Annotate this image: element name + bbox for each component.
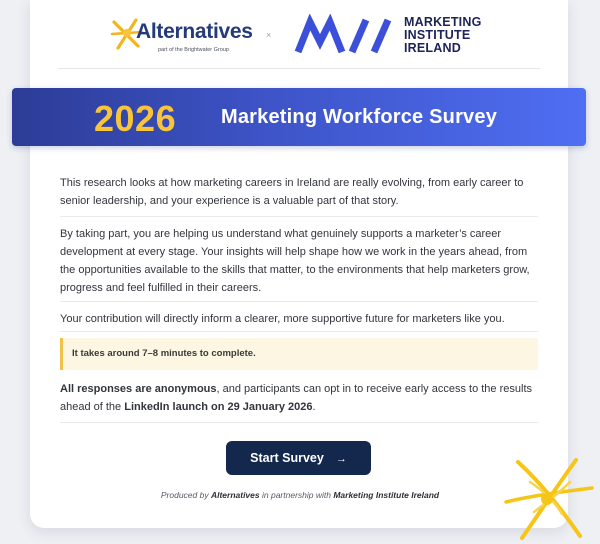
linkedin-launch: LinkedIn launch on 29 January 2026 bbox=[124, 401, 313, 413]
intro-paragraph: This research looks at how marketing careers in Ireland are really evolving, from early career to senior leadership, and your experience is a valuable part of that story. bbox=[60, 177, 524, 207]
section-divider bbox=[60, 331, 538, 332]
anonymity-paragraph bbox=[60, 380, 538, 416]
mii-wordmark: MARKETING INSTITUTE IRELAND bbox=[404, 15, 482, 55]
survey-banner bbox=[12, 88, 586, 146]
logo-header bbox=[30, 0, 568, 68]
mii-logo bbox=[294, 14, 494, 58]
footer-org-mii: Marketing Institute Ireland bbox=[333, 490, 440, 500]
contribution-paragraph: Your contribution will directly inform a clearer, more supportive future for marketers like you. bbox=[60, 313, 505, 325]
banner-year: 2026 bbox=[94, 98, 177, 139]
alternatives-wordmark: Alternatives bbox=[136, 20, 253, 43]
footer-prefix: Produced by bbox=[160, 490, 211, 500]
details-paragraph: By taking part, you are helping us understand what genuinely supports a marketer’s career development at every stage. Your insights will help shape how we work in the years ahead, from the opportunities available to the skills that matter, to the environments that help marketers grow, progress and feel fulfilled in their careers. bbox=[60, 228, 530, 294]
footer-middle: in partnership with bbox=[259, 490, 334, 500]
slash-logo-icon bbox=[294, 14, 398, 58]
time-notice-text: It takes around 7–8 minutes to complete. bbox=[72, 348, 256, 359]
start-survey-button[interactable] bbox=[226, 441, 371, 475]
logo-separator: × bbox=[266, 30, 272, 40]
section-divider bbox=[60, 422, 538, 423]
footer-org-alternatives: Alternatives bbox=[210, 490, 260, 500]
arrow-right-icon: → bbox=[335, 453, 347, 465]
header-divider bbox=[58, 68, 540, 69]
anonymity-body: , and participants can opt in to receive early access to the results ahead of the bbox=[60, 383, 532, 413]
alternatives-tagline: part of the Brightwater Group bbox=[158, 47, 229, 53]
anonymity-end: . bbox=[312, 401, 316, 413]
start-survey-label: Start Survey bbox=[250, 451, 324, 465]
section-divider bbox=[60, 216, 538, 217]
banner-title: Marketing Workforce Survey bbox=[221, 106, 498, 128]
section-divider bbox=[60, 301, 538, 302]
time-notice bbox=[60, 338, 538, 370]
scribble-burst-icon bbox=[500, 452, 596, 544]
anonymity-lead: All responses are anonymous bbox=[60, 383, 217, 395]
alternatives-logo bbox=[110, 16, 260, 56]
